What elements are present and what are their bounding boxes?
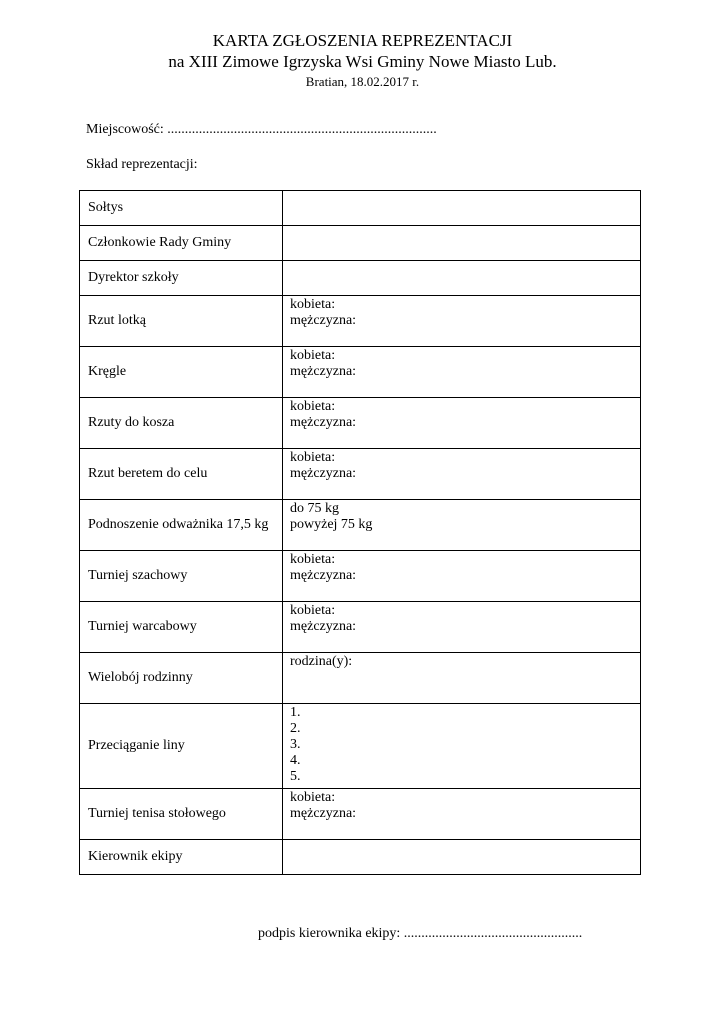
entry-cell[interactable]: [283, 449, 641, 500]
entry-label: rodzina(y):: [290, 654, 353, 669]
row-label: Przeciąganie liny: [80, 704, 283, 789]
entry-label: mężczyzna:: [290, 466, 357, 481]
entry-label: mężczyzna:: [290, 364, 357, 379]
entry-label: mężczyzna:: [290, 806, 357, 821]
table-row: [80, 398, 641, 449]
row-label: Kierownik ekipy: [80, 840, 283, 875]
table-row: [80, 704, 641, 789]
entry-label: 5.: [290, 769, 301, 784]
form-title: KARTA ZGŁOSZENIA REPREZENTACJI: [212, 31, 513, 50]
entry-cell[interactable]: [283, 347, 641, 398]
table-row: [80, 602, 641, 653]
table-row: [80, 347, 641, 398]
signature-field[interactable]: podpis kierownika ekipy: ...................................................: [258, 926, 583, 941]
table-row: [80, 296, 641, 347]
entry-cell[interactable]: [283, 261, 641, 296]
row-label: Turniej tenisa stołowego: [80, 789, 283, 840]
entry-label: 2.: [290, 721, 301, 736]
entry-label: 4.: [290, 753, 301, 768]
entry-label: 3.: [290, 737, 301, 752]
entry-label: 1.: [290, 705, 301, 720]
entry-label: kobieta:: [290, 450, 336, 465]
table-row: [80, 789, 641, 840]
table-row: [80, 840, 641, 875]
table-row: [80, 449, 641, 500]
entry-label: kobieta:: [290, 552, 336, 567]
entry-cell[interactable]: [283, 296, 641, 347]
table-row: [80, 653, 641, 704]
entry-cell[interactable]: [283, 789, 641, 840]
entry-label: kobieta:: [290, 603, 336, 618]
row-label: Turniej warcabowy: [80, 602, 283, 653]
row-label: Kręgle: [80, 347, 283, 398]
row-label: Członkowie Rady Gminy: [80, 226, 283, 261]
entry-label: kobieta:: [290, 399, 336, 414]
entry-label: kobieta:: [290, 348, 336, 363]
registration-table: [79, 190, 641, 875]
row-label: Rzut beretem do celu: [80, 449, 283, 500]
entry-label: mężczyzna:: [290, 619, 357, 634]
table-row: [80, 551, 641, 602]
row-label: Dyrektor szkoły: [80, 261, 283, 296]
entry-cell[interactable]: [283, 602, 641, 653]
entry-cell[interactable]: [283, 191, 641, 226]
miejscowosc-field[interactable]: Miejscowość: .............................................................................: [86, 122, 437, 137]
entry-cell[interactable]: [283, 653, 641, 704]
table-row: [80, 226, 641, 261]
entry-label: mężczyzna:: [290, 313, 357, 328]
place-date: Bratian, 18.02.2017 r.: [305, 74, 420, 89]
entry-cell[interactable]: [283, 500, 641, 551]
table-row: [80, 500, 641, 551]
entry-label: mężczyzna:: [290, 415, 357, 430]
entry-label: do 75 kg: [290, 501, 339, 516]
entry-label: powyżej 75 kg: [290, 517, 373, 532]
row-label: Sołtys: [80, 191, 283, 226]
form-subtitle: na XIII Zimowe Igrzyska Wsi Gminy Nowe Miasto Lub.: [168, 52, 557, 71]
row-label: Rzuty do kosza: [80, 398, 283, 449]
row-label: Turniej szachowy: [80, 551, 283, 602]
sklad-label: Skład reprezentacji:: [86, 157, 198, 172]
table-row: [80, 191, 641, 226]
entry-label: kobieta:: [290, 297, 336, 312]
entry-cell[interactable]: [283, 840, 641, 875]
entry-cell[interactable]: [283, 704, 641, 789]
row-label: Rzut lotką: [80, 296, 283, 347]
row-label: Wielobój rodzinny: [80, 653, 283, 704]
entry-cell[interactable]: [283, 226, 641, 261]
row-label: Podnoszenie odważnika 17,5 kg: [80, 500, 283, 551]
entry-label: mężczyzna:: [290, 568, 357, 583]
entry-label: kobieta:: [290, 790, 336, 805]
entry-cell[interactable]: [283, 398, 641, 449]
entry-cell[interactable]: [283, 551, 641, 602]
table-row: [80, 261, 641, 296]
